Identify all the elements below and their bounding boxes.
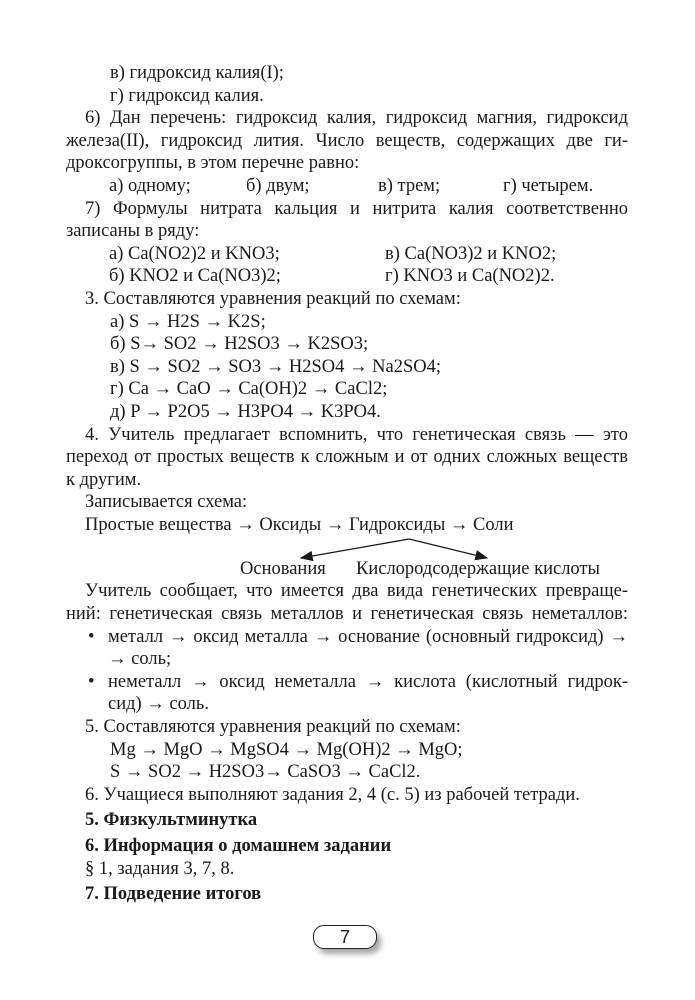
- scheme-mg: Mg → MgO → MgSO4 → Mg(OH)2 → MgO;: [110, 739, 463, 760]
- schema-acids: Кислородсодержащие кислоты: [356, 559, 600, 580]
- bullet-text: металл → оксид металла → основание (основный гидроксид) →: [108, 626, 628, 647]
- section-3-title: 3. Составляются уравнения реакций по схемам:: [85, 288, 461, 309]
- question-6-line: железа(II), гидроксид лития. Число веществ, содержащих две ги-: [66, 130, 628, 151]
- bullet-item: [66, 626, 628, 649]
- arrow-to-bases: [301, 539, 409, 558]
- bullet-text: неметалл → оксид неметалла → кислота (кислотный гидрок-: [108, 671, 628, 692]
- schema-branches: [66, 536, 628, 580]
- option-d: г) четырем.: [503, 175, 594, 196]
- question-7-options-row: [66, 265, 628, 288]
- question-7-options-row: [66, 243, 628, 266]
- scheme-s: S → SO2 → H2SO3→ CaSO3 → CaCl2.: [110, 762, 421, 783]
- question-7-line: 7) Формулы нитрата кальция и нитрита калия соответственно: [85, 198, 628, 219]
- option-a: а) одному;: [109, 175, 191, 196]
- option-b: б) двум;: [246, 175, 310, 196]
- bullet-item: [66, 671, 628, 694]
- text-line: в) гидроксид калия(I);: [110, 63, 284, 83]
- section-4-line: к другим.: [66, 469, 142, 490]
- question-6-line: 6) Дан перечень: гидроксид калия, гидроксид магния, гидроксид: [85, 108, 628, 129]
- bullet-text: сид) → соль.: [108, 694, 209, 715]
- scheme-c: в) S → SO2 → SO3 → H2SO4 → Na2SO4;: [110, 356, 441, 377]
- page-number: 7: [313, 925, 377, 949]
- option-c: в) Ca(NO3)2 и KNO2;: [385, 243, 557, 264]
- bullet-text: → соль;: [108, 649, 172, 670]
- schema-bases: Основания: [240, 559, 326, 580]
- schema-main: Простые вещества → Оксиды → Гидроксиды → Соли: [85, 514, 514, 535]
- text-line: г) гидроксид калия.: [110, 85, 264, 106]
- heading-summary: 7. Подведение итогов: [85, 884, 262, 905]
- arrow-to-acids: [409, 539, 487, 558]
- homework-text: § 1, задания 3, 7, 8.: [85, 858, 235, 879]
- section-6-text: 6. Учащиеся выполняют задания 2, 4 (с. 5) из рабочей тетради.: [85, 784, 580, 805]
- page-content: [66, 62, 628, 906]
- bullet-icon: •: [88, 671, 95, 692]
- section-4-line: переход от простых веществ к сложным и от одних сложных веществ: [66, 447, 628, 468]
- scheme-b: б) S→ SO2 → H2SO3 → K2SO3;: [110, 334, 369, 355]
- section-4-line: 4. Учитель предлагает вспомнить, что генетическая связь — это: [85, 424, 628, 445]
- teacher-line: Учитель сообщает, что имеется два вида генетических превраще-: [85, 581, 628, 602]
- option-c: в) трем;: [378, 175, 441, 196]
- section-4-line: Записывается схема:: [85, 492, 248, 513]
- teacher-line: ний: генетическая связь металлов и генетическая связь неметаллов:: [66, 604, 628, 625]
- heading-homework: 6. Информация о домашнем задании: [85, 836, 392, 856]
- question-7-line: записаны в ряду:: [66, 221, 200, 242]
- scheme-a: а) S → H2S → K2S;: [110, 311, 266, 332]
- option-b: б) KNO2 и Ca(NO3)2;: [109, 266, 281, 287]
- heading-phys-break: 5. Физкультминутка: [85, 810, 258, 831]
- option-d: г) KNO3 и Ca(NO2)2.: [385, 266, 555, 287]
- section-5-title: 5. Составляются уравнения реакций по схемам:: [85, 717, 461, 738]
- question-6-options: [66, 175, 628, 198]
- scheme-d: г) Ca → CaO → Ca(OH)2 → CaCl2;: [110, 379, 388, 400]
- question-6-line: дроксогруппы, в этом перечне равно:: [66, 153, 360, 174]
- bullet-icon: •: [88, 626, 95, 647]
- option-a: а) Ca(NO2)2 и KNO3;: [109, 243, 280, 264]
- scheme-e: д) P → P2O5 → H3PO4 → K3PO4.: [110, 401, 381, 422]
